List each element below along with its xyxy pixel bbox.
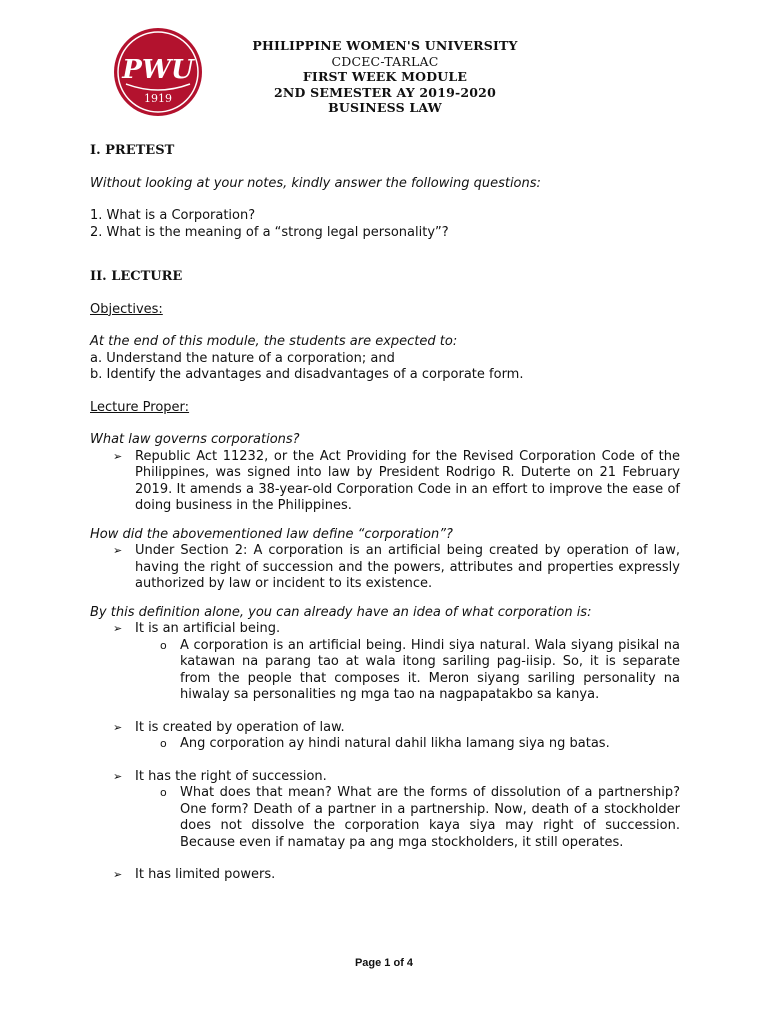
campus-name: CDCEC-TARLAC	[331, 53, 439, 69]
pretest-instruction: Without looking at your notes, kindly answer the following questions:	[90, 175, 541, 191]
question-governing-law: What law governs corporations?	[90, 432, 300, 447]
arrow-bullet-icon: ➢	[113, 544, 123, 557]
course-title: BUSINESS LAW	[328, 100, 442, 115]
module-title: FIRST WEEK MODULE	[302, 69, 468, 84]
arrow-bullet-icon: ➢	[113, 720, 123, 734]
document-body	[90, 143, 680, 884]
objectives-intro: At the end of this module, the students are expected to:	[90, 334, 458, 349]
objective-b: b. Identify the advantages and disadvantages of a corporate form.	[90, 367, 524, 382]
circle-bullet-icon: o	[160, 786, 167, 799]
sub-list-item: o A corporation is an artificial being. Hindi siya natural. Wala siyang pisikal na katawan na parang tao at wala itong sariling pag-iisip. So, it is separate from the people that composes it. Meron siyang sariling personality na hiwalay sa personalities ng mga tao na nagpapatakbo sa kanya.	[160, 637, 680, 702]
page-footer	[0, 957, 768, 969]
list-item: ➢ It has the right of succession.	[113, 768, 327, 784]
lecture-proper-label: Lecture Proper:	[90, 399, 190, 415]
university-name: PHILIPPINE WOMEN'S UNIVERSITY	[252, 38, 518, 53]
circle-bullet-icon: o	[160, 737, 167, 750]
semester-label: 2ND SEMESTER AY 2019-2020	[274, 84, 496, 100]
list-item: ➢ It has limited powers.	[113, 867, 276, 882]
sub-list-item: o What does that mean? What are the forms of dissolution of a partnership? One form? Death of a partner in a partnership. Now, death of a stockholder does not dissolve the corporation kaya siya may right of succession. Because even if namatay pa ang mga stockholders, it still operates.	[160, 785, 680, 850]
sub-list-item: o Ang corporation ay hindi natural dahil likha lamang siya ng batas.	[160, 736, 610, 751]
lecture-heading: II. LECTURE	[90, 269, 183, 284]
pretest-heading: I. PRETEST	[90, 143, 175, 158]
logo-monogram: PWU	[122, 55, 194, 85]
arrow-bullet-icon: ➢	[113, 769, 123, 783]
objective-a: a. Understand the nature of a corporation; and	[90, 350, 395, 366]
list-item: ➢ It is an artificial being.	[113, 621, 281, 636]
logo-year: 1919	[144, 92, 172, 105]
objectives-label: Objectives:	[90, 301, 163, 317]
page-number: Page 1 of 4	[354, 957, 414, 969]
document-header	[205, 38, 565, 116]
list-item: ➢ Republic Act 11232, or the Act Providing for the Revised Corporation Code of the Philippines, was signed into law by President Rodrigo R. Duterte on 21 February 2019. It amends a 38-year-old Corporation Code in an effort to improve the ease of doing business in the Philippines.	[113, 448, 680, 513]
arrow-bullet-icon: ➢	[113, 449, 123, 463]
university-logo	[112, 26, 204, 118]
question-idea: By this definition alone, you can already have an idea of what corporation is:	[90, 604, 592, 620]
list-item: ➢ Under Section 2: A corporation is an artificial being created by operation of law, having the right of succession and the powers, attributes and properties expressly authorized by law or incident to its existence.	[113, 543, 680, 591]
question-definition: How did the abovementioned law define “corporation”?	[90, 526, 453, 542]
arrow-bullet-icon: ➢	[113, 868, 123, 881]
pretest-question-1: 1. What is a Corporation?	[90, 208, 256, 223]
list-item: ➢ It is created by operation of law.	[113, 719, 345, 735]
pretest-question-2: 2. What is the meaning of a “strong legal personality”?	[90, 224, 449, 240]
arrow-bullet-icon: ➢	[113, 622, 123, 635]
circle-bullet-icon: o	[160, 638, 167, 652]
